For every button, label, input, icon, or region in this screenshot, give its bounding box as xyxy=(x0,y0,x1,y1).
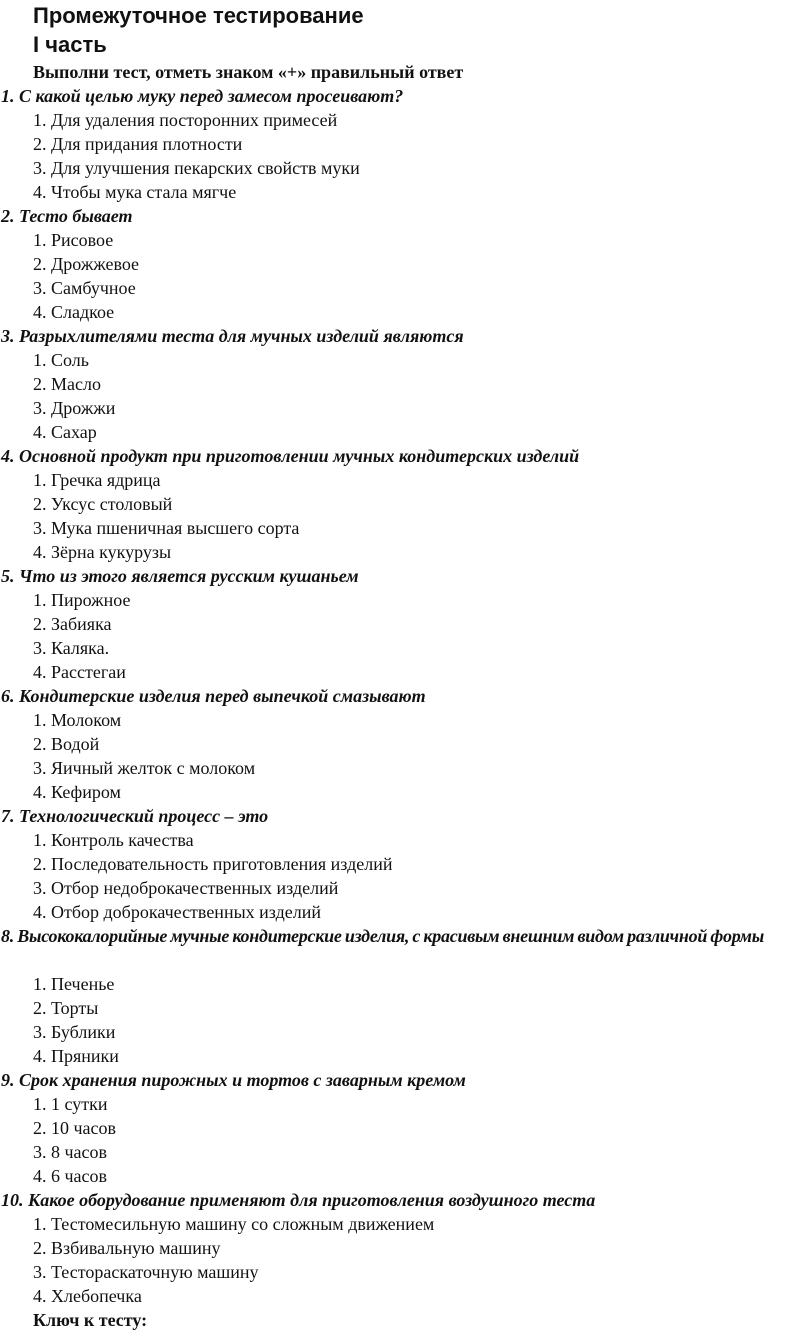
answer-option: 2. Уксус столовый xyxy=(33,494,173,514)
question-6: 6. Кондитерские изделия перед выпечкой смазывают xyxy=(1,686,426,706)
answer-option: 4. Кефиром xyxy=(33,782,121,802)
answer-option: 4. Зёрна кукурузы xyxy=(33,542,172,562)
answer-option: 1. Контроль качества xyxy=(33,830,194,850)
answer-option: 1. Рисовое xyxy=(33,230,114,250)
question-7: 7. Технологический процесс – это xyxy=(1,806,269,826)
answer-option: 2. Взбивальную машину xyxy=(33,1238,221,1258)
question-5: 5. Что из этого является русским кушаньем xyxy=(1,566,359,586)
answer-option: 4. Сахар xyxy=(33,422,97,442)
answer-option: 3. Самбучное xyxy=(33,278,136,298)
answer-option: 2. Торты xyxy=(33,998,99,1018)
page-title: Промежуточное тестирование xyxy=(33,3,364,28)
answer-option: 4. Чтобы мука стала мягче xyxy=(33,182,237,202)
answer-option: 2. Масло xyxy=(33,374,101,394)
question-3: 3. Разрыхлителями теста для мучных изделий являются xyxy=(1,326,464,346)
answer-option: 4. Сладкое xyxy=(33,302,115,322)
answer-option: 2. Забияка xyxy=(33,614,112,634)
answer-option: 2. Дрожжевое xyxy=(33,254,140,274)
answer-option: 3. Мука пшеничная высшего сорта xyxy=(33,518,300,538)
test-instruction: Выполни тест, отметь знаком «+» правильный ответ xyxy=(33,62,464,82)
answer-option: 3. 8 часов xyxy=(33,1142,108,1162)
question-8: 8. Высококалорийные мучные кондитерские изделия, с красивым внешним видом различной формы xyxy=(1,926,764,946)
answer-option: 1. Для удаления посторонних примесей xyxy=(33,110,338,130)
answer-option: 4. Хлебопечка xyxy=(33,1286,142,1306)
question-9: 9. Срок хранения пирожных и тортов с заварным кремом xyxy=(1,1070,466,1090)
answer-option: 3. Тестораскаточную машину xyxy=(33,1262,259,1282)
answer-option: 2. 10 часов xyxy=(33,1118,117,1138)
answer-option: 1. Печенье xyxy=(33,974,115,994)
answer-option: 2. Для придания плотности xyxy=(33,134,243,154)
answer-option: 2. Последовательность приготовления изделий xyxy=(33,854,393,874)
question-4: 4. Основной продукт при приготовлении мучных кондитерских изделий xyxy=(1,446,580,466)
answer-option: 4. Расстегаи xyxy=(33,662,126,682)
answer-option: 1. Тестомесильную машину со сложным движением xyxy=(33,1214,435,1234)
answer-option: 3. Для улучшения пекарских свойств муки xyxy=(33,158,360,178)
answer-option: 3. Бублики xyxy=(33,1022,116,1042)
question-2: 2. Тесто бывает xyxy=(1,206,133,226)
answer-option: 2. Водой xyxy=(33,734,100,754)
answer-option: 4. 6 часов xyxy=(33,1166,108,1186)
answer-option: 1. Молоком xyxy=(33,710,122,730)
answer-option: 1. Соль xyxy=(33,350,89,370)
answer-option: 3. Каляка. xyxy=(33,638,110,658)
answer-option: 1. Пирожное xyxy=(33,590,131,610)
answer-option: 4. Пряники xyxy=(33,1046,119,1066)
question-1: 1. С какой целью муку перед замесом просеивают? xyxy=(1,86,404,106)
answer-option: 3. Яичный желток с молоком xyxy=(33,758,256,778)
question-10: 10. Какое оборудование применяют для приготовления воздушного теста xyxy=(1,1190,596,1210)
answer-option: 3. Отбор недоброкачественных изделий xyxy=(33,878,339,898)
answer-key-label: Ключ к тесту: xyxy=(33,1310,148,1330)
answer-option: 4. Отбор доброкачественных изделий xyxy=(33,902,321,922)
answer-option: 1. Гречка ядрица xyxy=(33,470,161,490)
answer-option: 1. 1 сутки xyxy=(33,1094,108,1114)
answer-option: 3. Дрожжи xyxy=(33,398,116,418)
page-subtitle: I часть xyxy=(33,32,107,57)
